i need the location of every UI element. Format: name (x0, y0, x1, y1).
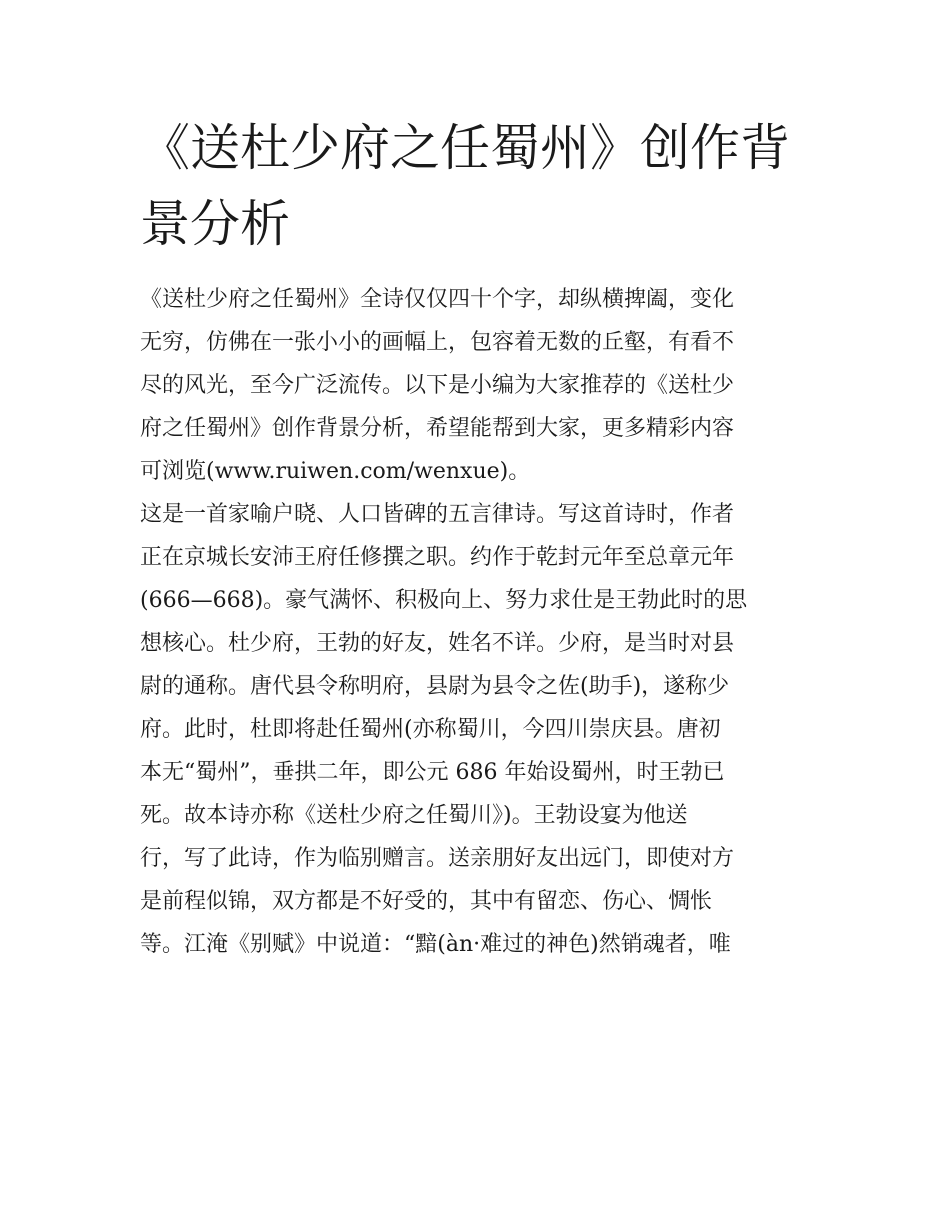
body-line: 死。故本诗亦称《送杜少府之任蜀川》)。王勃设宴为他送 (140, 803, 688, 828)
body-line: 府之任蜀州》创作背景分析，希望能帮到大家，更多精彩内容 (140, 416, 735, 441)
body-line: 尉的通称。唐代县令称明府，县尉为县令之佐(助手)，遂称少 (140, 674, 730, 699)
body-line: 是前程似锦，双方都是不好受的，其中有留恋、伤心、惆怅 (140, 889, 713, 914)
body-line: 可浏览(www.ruiwen.com/wenxue)。 (140, 459, 531, 484)
body-line: 这是一首家喻户晓、人口皆碑的五言律诗。写这首诗时，作者 (140, 502, 735, 527)
article-body (140, 278, 812, 966)
body-line: 无穷，仿佛在一张小小的画幅上，包容着无数的丘壑，有看不 (140, 330, 735, 355)
body-line: 等。江淹《别赋》中说道：“黯(àn·难过的神色)然销魂者，唯 (140, 932, 731, 957)
body-line: 正在京城长安沛王府任修撰之职。约作于乾封元年至总章元年 (140, 545, 735, 570)
body-line: 府。此时，杜即将赴任蜀州(亦称蜀川，今四川崇庆县。唐初 (140, 717, 721, 742)
body-line: (666—668)。豪气满怀、积极向上、努力求仕是王勃此时的思 (140, 588, 748, 613)
body-line: 本无“蜀州”，垂拱二年，即公元 686 年始设蜀州，时王勃已 (140, 760, 725, 785)
body-line: 行，写了此诗，作为临别赠言。送亲朋好友出远门，即使对方 (140, 846, 735, 871)
body-line: 尽的风光，至今广泛流传。以下是小编为大家推荐的《送杜少 (140, 373, 735, 398)
body-line: 想核心。杜少府，王勃的好友，姓名不详。少府，是当时对县 (140, 631, 735, 656)
title-line-1: 《送杜少府之任蜀州》创作背 (140, 119, 790, 177)
document-page (140, 110, 812, 966)
page-title (140, 110, 812, 262)
body-line: 《送杜少府之任蜀州》全诗仅仅四十个字，却纵横捭阖，变化 (140, 287, 735, 312)
title-line-2: 景分析 (140, 195, 290, 253)
